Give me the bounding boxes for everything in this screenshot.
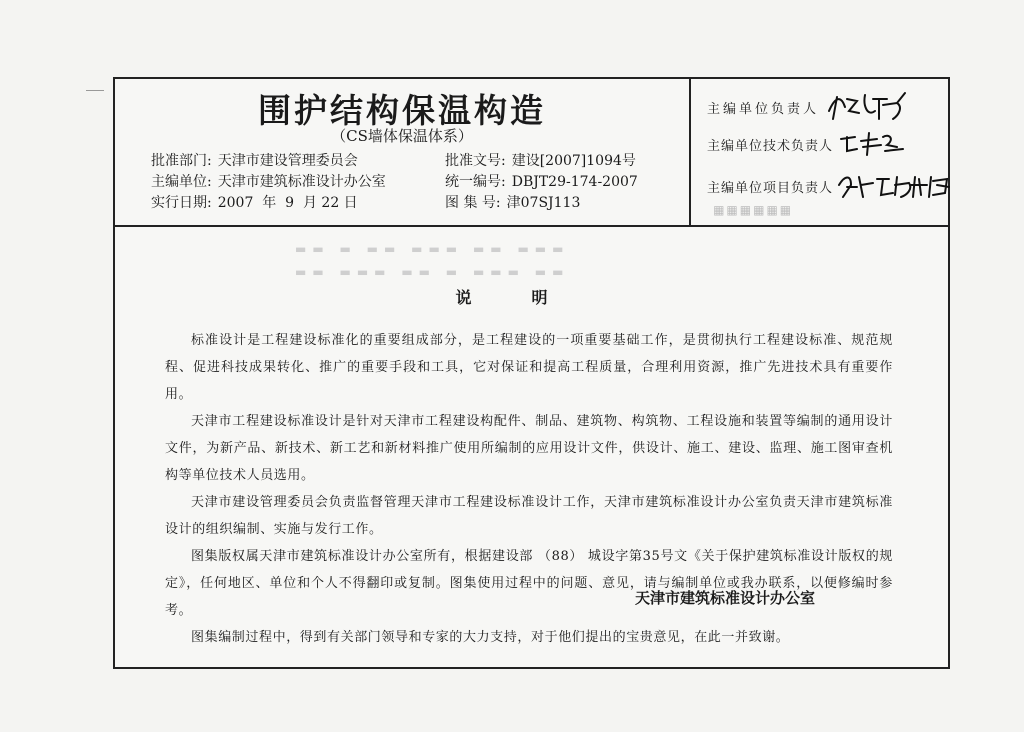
resp-row-tech [707, 129, 907, 159]
meta-value: 2007 年 9 月 22 日 [217, 195, 358, 211]
handwritten-signature-1 [823, 89, 911, 125]
meta-value: 天津市建筑标准设计办公室 [217, 174, 386, 190]
bleed-through-mark: ▦▦▦▦▦▦ [711, 203, 792, 217]
bleed-through-mark: ▬▬ ▬▬▬ ▬▬ ▬ ▬▬▬ ▬▬ [295, 265, 570, 279]
atlas-subtitle: （CS墙体保温体系） [331, 127, 473, 145]
atlas-title: 围护结构保温构造 [258, 91, 546, 130]
responsible-persons [691, 79, 948, 225]
handwritten-signature-2 [837, 129, 907, 159]
title-block [115, 79, 948, 227]
issuing-office: 天津市建筑标准设计办公室 [635, 589, 816, 607]
approval-info [151, 151, 681, 214]
meta-key: 实行日期: [151, 195, 212, 211]
meta-key: 图 集 号: [445, 195, 501, 211]
meta-row [151, 151, 681, 172]
meta-key: 批准文号: [445, 153, 506, 169]
bleed-through-mark: ▬▬ ▬ ▬▬ ▬▬▬ ▬▬ ▬▬▬ [295, 242, 570, 256]
notes-paragraph: 标准设计是工程建设标准化的重要组成部分，是工程建设的一项重要基础工作，是贯彻执行工程建设标准、规范规程、促进科技成果转化、推广的重要手段和工具，它对保证和提高工程质量，合理利用资源，推广先进技术具有重要作用。 [165, 333, 893, 402]
section-title: 说明 [455, 288, 608, 307]
resp-label: 主编单位项目负责人 [707, 180, 834, 196]
title-block-left [115, 79, 691, 225]
notes-paragraph: 天津市工程建设标准设计是针对天津市工程建设构配件、制品、建筑物、构筑物、工程设施和装置等编制的通用设计文件，为新产品、新技术、新工艺和新材料推广使用所编制的应用设计文件，供设计、施工、建设、监理、施工图审查机构等单位技术人员选用。 [165, 414, 893, 483]
notes-paragraph: 图集版权属天津市建筑标准设计办公室所有，根据建设部 （88） 城设字第35号文《关于保护建筑标准设计版权的规定》，任何地区、单位和个人不得翻印或复制。图集使用过程中的问题、意见，请与编制单位或我办联系，以便修编时参考。 [165, 549, 893, 618]
meta-value: 天津市建设管理委员会 [217, 153, 358, 169]
resp-row-project [707, 171, 955, 201]
resp-row-chief [707, 89, 911, 125]
handwritten-signature-3 [837, 171, 955, 201]
meta-row [151, 193, 681, 214]
meta-value: 津07SJ113 [506, 195, 581, 211]
notes-paragraph: 天津市建设管理委员会负责监督管理天津市工程建设标准设计工作，天津市建筑标准设计办公室负责天津市建筑标准设计的组织编制、实施与发行工作。 [165, 495, 893, 537]
notes-paragraph: 图集编制过程中，得到有关部门领导和专家的大力支持，对于他们提出的宝贵意见，在此一并致谢。 [191, 630, 790, 645]
meta-key: 主编单位: [151, 174, 212, 190]
document-sheet [113, 77, 950, 669]
meta-key: 批准部门: [151, 153, 212, 169]
resp-label: 主编单位负责人 [707, 101, 820, 117]
scan-mark [86, 90, 104, 91]
meta-key: 统一编号: [445, 174, 506, 190]
meta-value: 建设[2007]1094号 [511, 153, 636, 169]
resp-label: 主编单位技术负责人 [707, 138, 834, 154]
meta-row [151, 172, 681, 193]
meta-value: DBJT29-174-2007 [511, 174, 638, 190]
